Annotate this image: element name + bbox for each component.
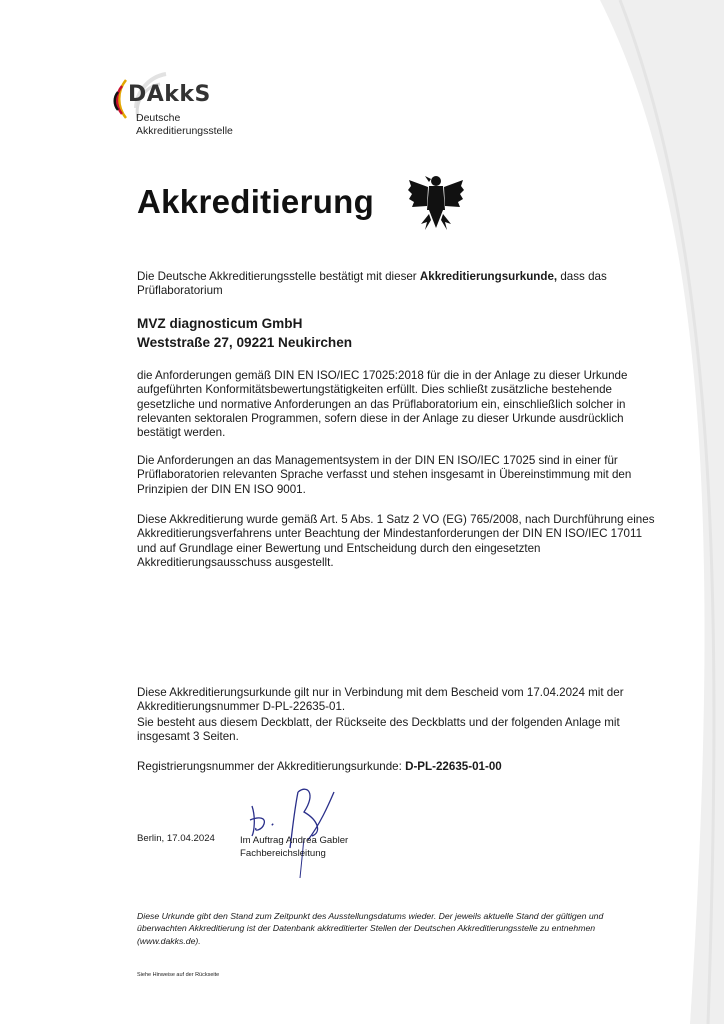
page-title: Akkreditierung	[137, 183, 375, 220]
logo-line-2: Akkreditierungsstelle	[136, 124, 233, 137]
intro-text	[137, 270, 657, 299]
intro-pre: Die Deutsche Akkreditierungsstelle bestätigt mit dieser	[137, 270, 420, 283]
registration-number: D-PL-22635-01-00	[405, 760, 502, 773]
registration-line	[137, 760, 657, 774]
signatory	[240, 834, 348, 860]
paragraph-3: Diese Akkreditierung wurde gemäß Art. 5 Abs. 1 Satz 2 VO (EG) 765/2008, nach Durchführung eines Akkreditierungsverfahrens unter Beachtung der Mindestanforderungen der DIN EN ISO/IEC 17011 und auf Grundlage einer Bewertung und Entscheidung durch den eingesetzten Akkreditierungsausschuss ausgestellt.	[137, 513, 655, 569]
logo-subtitle	[136, 112, 233, 137]
paragraph-4: Diese Akkreditierungsurkunde gilt nur in Verbindung mit dem Bescheid vom 17.04.2024 mit der Akkreditierungsnummer D-PL-22635-01.	[137, 686, 624, 714]
intro-bold: Akkreditierungsurkunde,	[419, 270, 558, 283]
reverse-side-hint: Siehe Hinweise auf der Rückseite	[137, 972, 220, 978]
signature-handwritten	[238, 778, 348, 878]
paragraph-2: Die Anforderungen an das Managementsystem in der DIN EN ISO/IEC 17025 sind in einer für Prüflaboratorien relevanten Sprache verfasst und stehen insgesamt in Übereinstimmung mit den Prinzipien der DIN EN ISO 9001.	[137, 454, 632, 496]
logo-name: DAkkS	[128, 82, 211, 107]
lab-address: Weststraße 27, 09221 Neukirchen	[137, 335, 353, 350]
signatory-name: Im Auftrag Andrea Gabler	[240, 835, 349, 846]
footer-note: Diese Urkunde gibt den Stand zum Zeitpunkt des Ausstellungsdatums wieder. Der jeweils aktuelle Stand der gültigen und überwachten Akkreditierung ist der Datenbank akkreditierter Stellen der Deutschen Akkreditierungsstelle zu entnehmen (www.dakks.de).	[137, 911, 604, 946]
registration-label: Registrierungsnummer der Akkreditierungsurkunde:	[137, 760, 406, 773]
logo-line-1: Deutsche	[136, 112, 181, 124]
place-date: Berlin, 17.04.2024	[137, 833, 215, 844]
signatory-role: Fachbereichsleitung	[240, 848, 326, 859]
federal-eagle-icon	[407, 170, 465, 236]
paragraph-1: die Anforderungen gemäß DIN EN ISO/IEC 17025:2018 für die in der Anlage zu dieser Urkunde aufgeführten Konformitätsbewertungstätigkeiten erfüllt. Dies schließt zusätzliche bestehende gesetzliche und normative Anforderungen an das Prüflaboratorium ein, einschließlich solcher in relevanten sektoralen Programmen, sofern diese in der Anlage zu dieser Urkunde ausdrücklich bestätigt werden.	[137, 369, 628, 440]
paragraph-5: Sie besteht aus diesem Deckblatt, der Rückseite des Deckblatts und der folgenden Anlage mit insgesamt 3 Seiten.	[137, 716, 620, 744]
lab-block	[137, 314, 352, 352]
intro-post: dass das Prüflaboratorium	[137, 270, 607, 298]
lab-name: MVZ diagnosticum GmbH	[137, 316, 303, 331]
